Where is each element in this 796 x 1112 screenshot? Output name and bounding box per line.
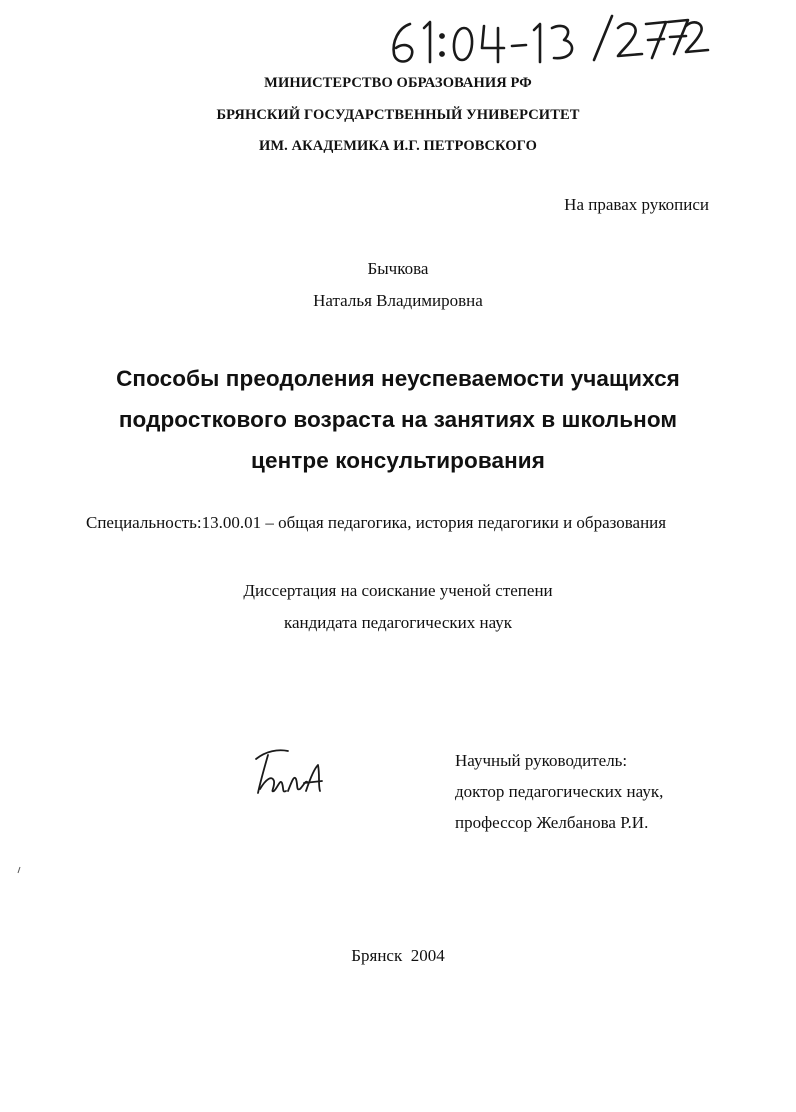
supervisor-name: профессор Желбанова Р.И. <box>455 813 649 832</box>
institution-header <box>0 68 796 163</box>
dissertation-title <box>0 358 796 481</box>
supervisor-block <box>455 745 663 838</box>
handwritten-archive-number <box>380 10 710 70</box>
title-line-2: подросткового возраста на занятиях в школьном <box>118 407 678 432</box>
handwritten-signature <box>248 745 328 803</box>
manuscript-rights-note: На правах рукописи <box>564 195 709 214</box>
specialty-line: Специальность:13.00.01 – общая педагогика, история педагогики и образования <box>86 513 667 532</box>
supervisor-degree: доктор педагогических наук, <box>455 782 664 801</box>
degree-block <box>0 575 796 639</box>
title-line-1: Способы преодоления неуспеваемости учащихся <box>116 366 680 391</box>
scan-speck <box>16 866 22 874</box>
university-named-after: ИМ. АКАДЕМИКА И.Г. ПЕТРОВСКОГО <box>258 138 538 154</box>
degree-line-2: кандидата педагогических наук <box>283 613 513 632</box>
university-name: БРЯНСКИЙ ГОСУДАРСТВЕННЫЙ УНИВЕРСИТЕТ <box>216 106 580 123</box>
author-given-names: Наталья Владимировна <box>313 291 483 310</box>
author-block <box>0 253 796 317</box>
ministry-name: МИНИСТЕРСТВО ОБРАЗОВАНИЯ РФ <box>264 75 532 91</box>
author-surname: Бычкова <box>367 259 429 278</box>
title-line-3: центре консультирования <box>251 448 545 473</box>
degree-line-1: Диссертация на соискание ученой степени <box>243 581 553 600</box>
supervisor-label: Научный руководитель: <box>455 751 628 770</box>
city-year: Брянск 2004 <box>351 946 445 965</box>
